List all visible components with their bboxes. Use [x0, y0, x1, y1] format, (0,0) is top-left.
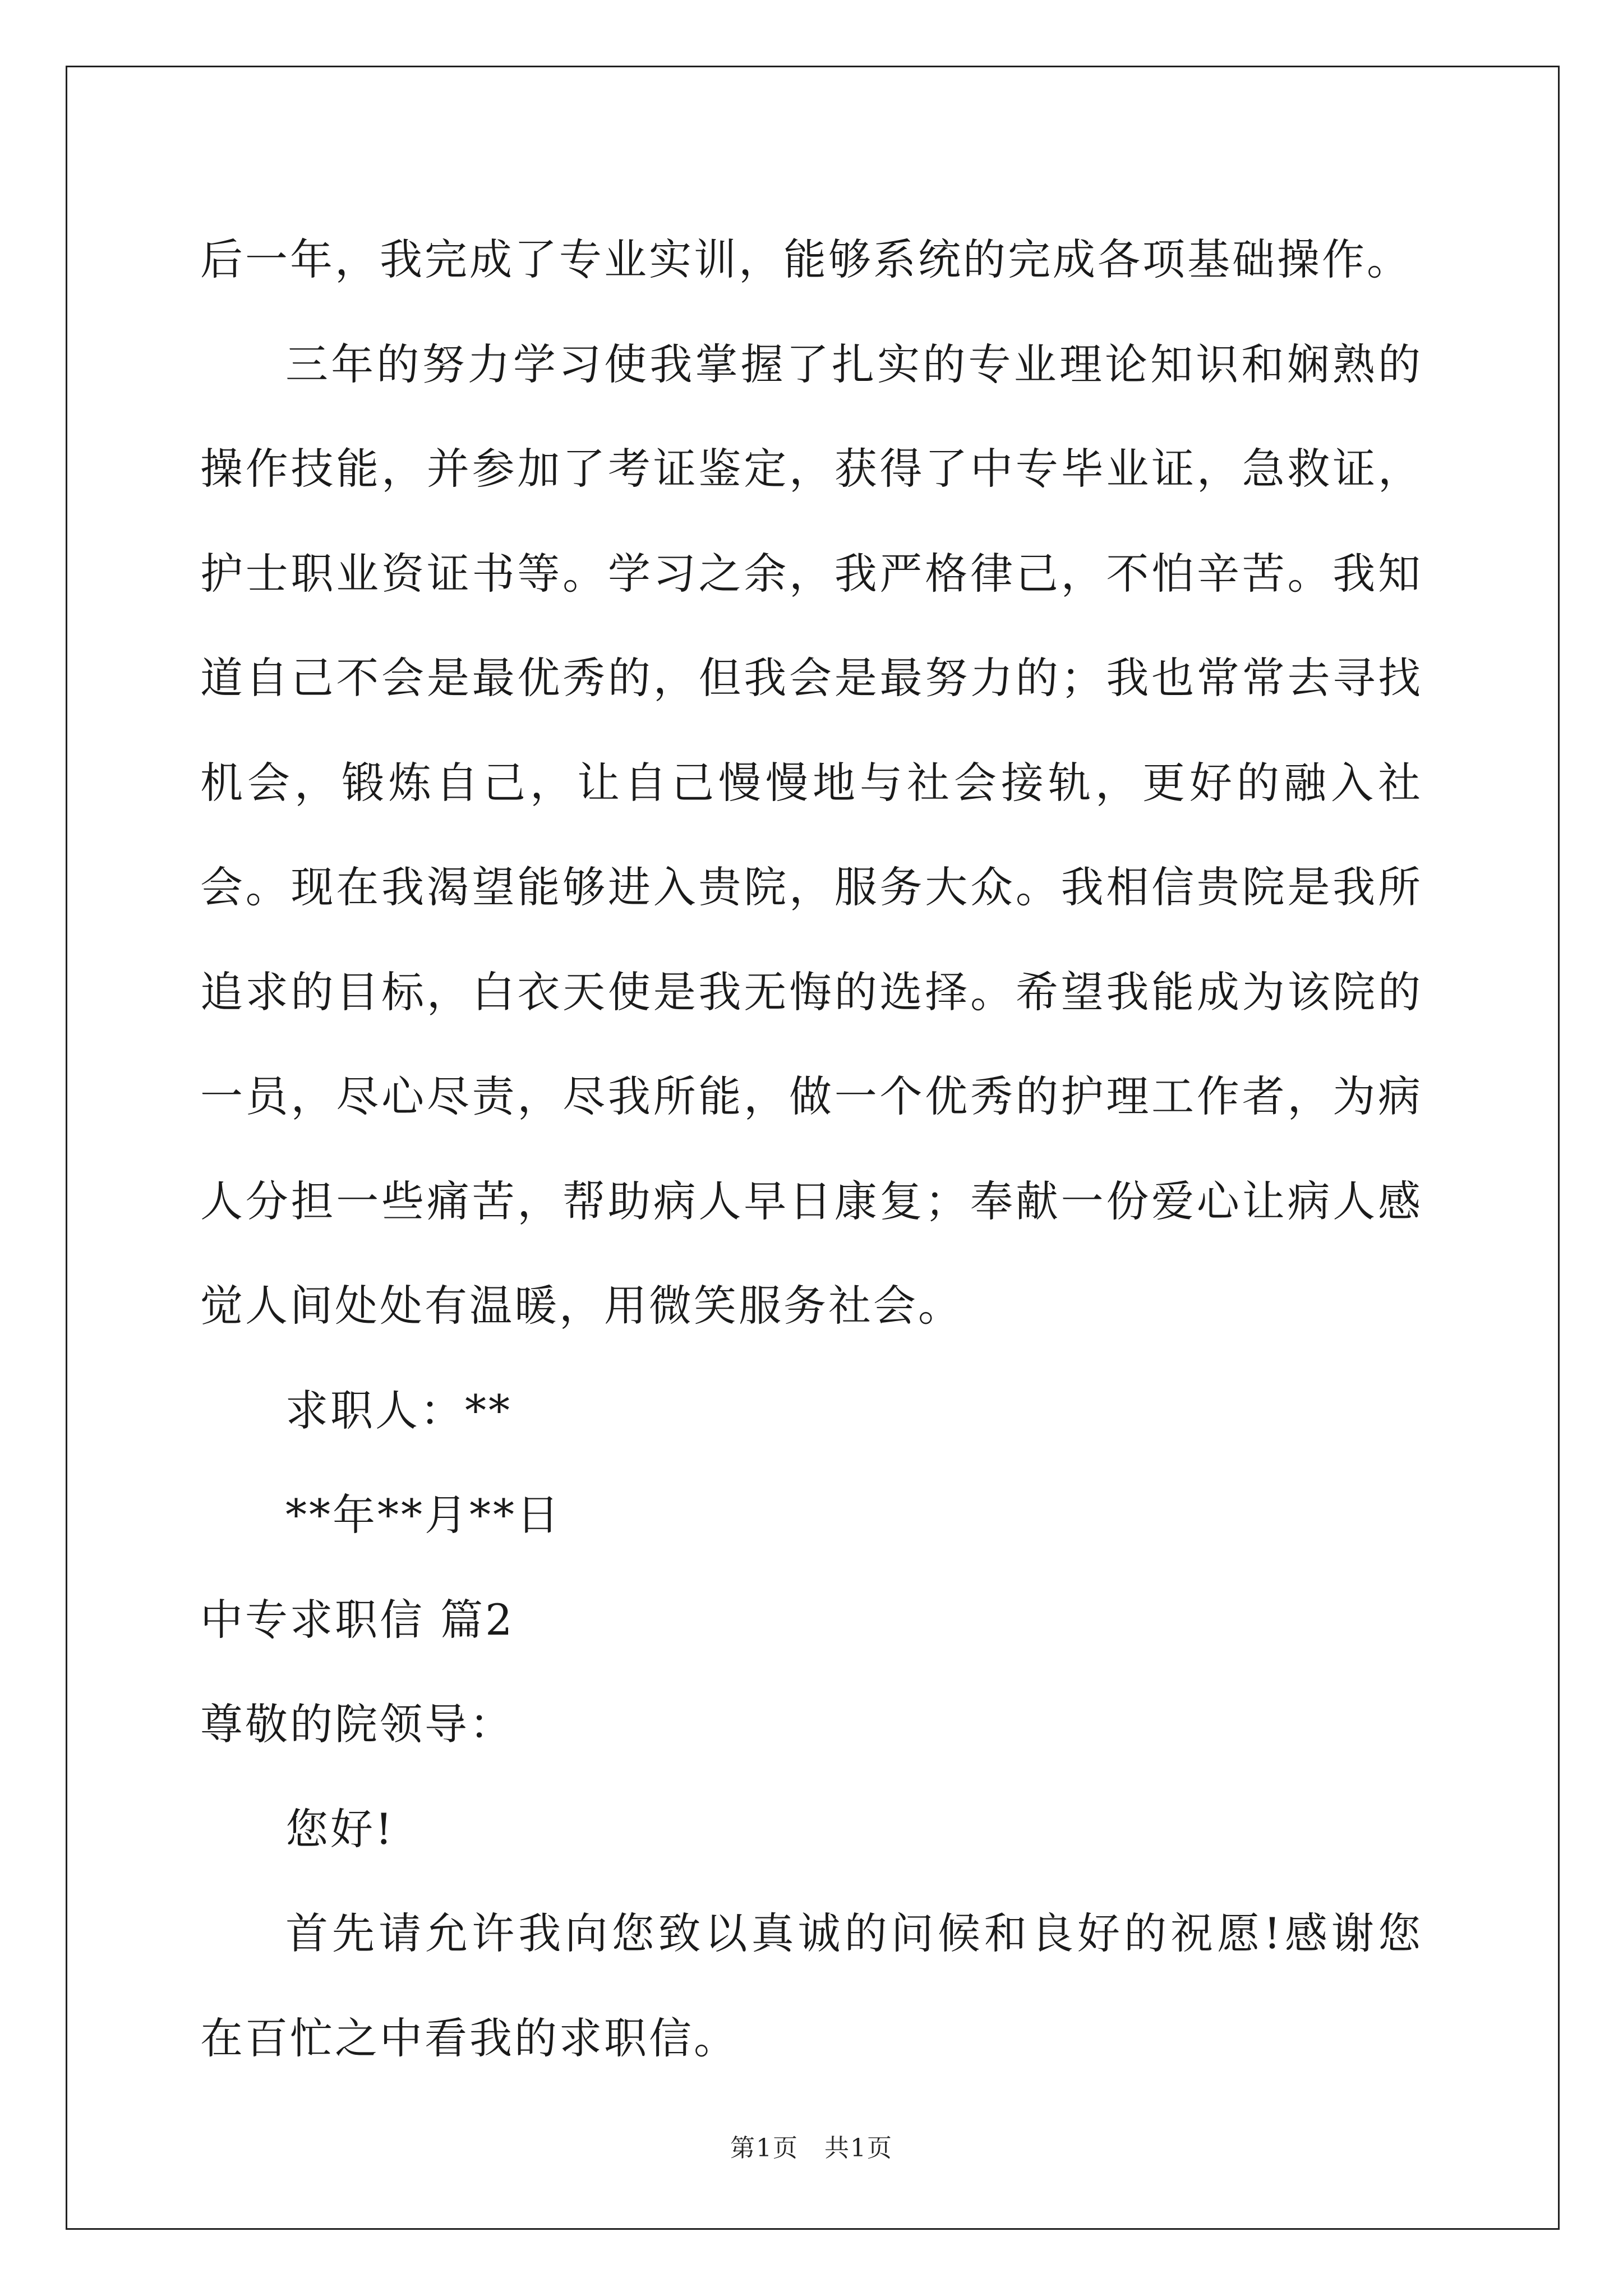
page-number: 第1页 共1页: [730, 2134, 893, 2162]
section-heading: 中专求职信 篇2: [200, 1594, 515, 1645]
paragraph-qualifications: 三年的努力学习使我掌握了扎实的专业理论知识和娴熟的操作技能，并参加了考证鉴定，获得了中专毕业证，急救证，护士职业资证书等。学习之余，我严格律己，不怕辛苦。我知道自己不会是最优秀的，但我会是最努力的；我也常常去寻找机会，锻炼自己，让自己慢慢地与社会接轨，更好的融入社会。现在我渴望能够进入贵院，服务大众。我相信贵院是我所追求的目标，白衣天使是我无悔的选择。希望我能成为该院的一员，尽心尽责，尽我所能，做一个优秀的护理工作者，为病人分担一些痛苦，帮助病人早日康复；奉献一份爱心让病人感觉人间处处有温暖，用微笑服务社会。: [200, 339, 1423, 1331]
greeting: 您好!: [285, 1803, 395, 1854]
signature-date: **年**月**日: [285, 1490, 561, 1540]
applicant-signature: 求职人：**: [285, 1385, 512, 1435]
salutation: 尊敬的院领导：: [200, 1699, 514, 1749]
document-body: [200, 208, 1423, 2091]
paragraph-training: 后一年，我完成了专业实训，能够系统的完成各项基础操作。: [200, 234, 1412, 284]
paragraph-opening: 首先请允许我向您致以真诚的问候和良好的祝愿!感谢您在百忙之中看我的求职信。: [200, 1908, 1423, 2063]
